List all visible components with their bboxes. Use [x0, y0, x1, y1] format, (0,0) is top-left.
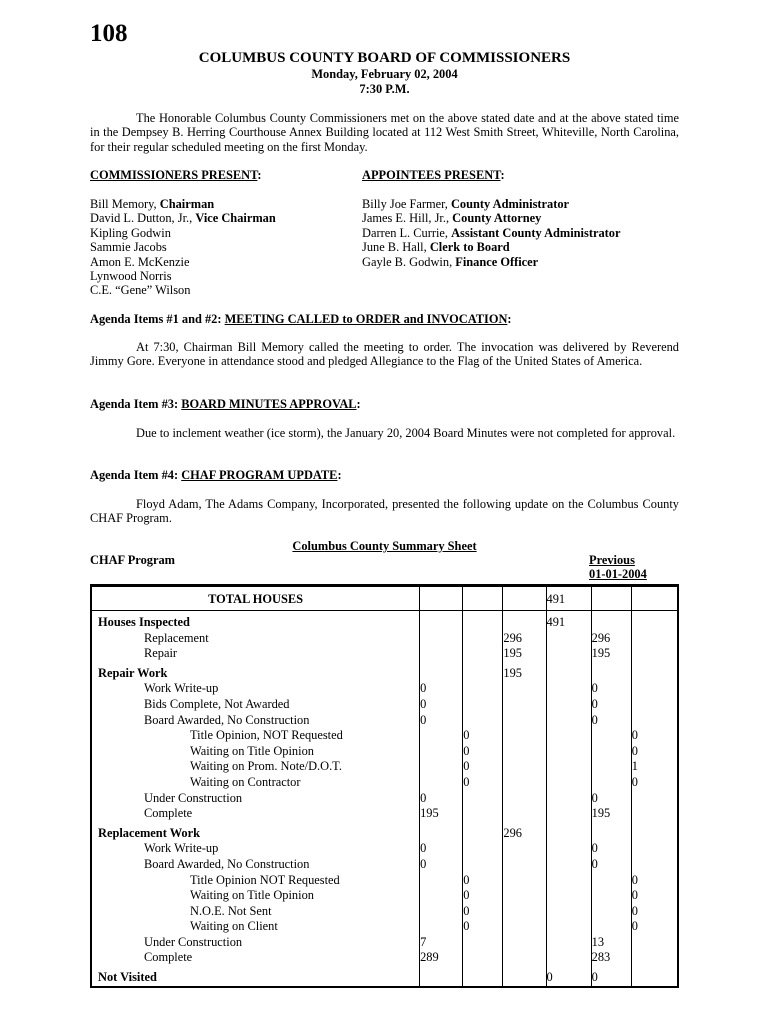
row-value — [632, 791, 677, 807]
row-value — [463, 631, 503, 647]
row-label: Under Construction — [92, 791, 420, 807]
row-value: 0 — [631, 743, 638, 758]
row-value: 7 — [420, 935, 463, 951]
agenda-label: Agenda Item #3: — [90, 397, 182, 411]
summary-title: Columbus County Summary Sheet — [292, 539, 477, 553]
row-value: 0 — [463, 919, 503, 935]
summary-table-body — [92, 586, 677, 986]
appointee-name: James E. Hill, Jr., — [362, 211, 453, 226]
row-value — [632, 631, 677, 647]
colon: : — [337, 468, 342, 482]
row-value — [592, 873, 632, 889]
row-value — [547, 857, 592, 873]
row-value — [632, 681, 677, 697]
appointee-item — [362, 226, 620, 240]
table-row — [92, 791, 677, 807]
appointee-item — [362, 211, 620, 225]
row-value: 0 — [463, 744, 503, 760]
row-value — [632, 841, 677, 857]
total-houses-value: 491 — [547, 586, 592, 611]
page-number: 108 — [90, 20, 128, 47]
row-value — [632, 806, 677, 822]
row-value — [420, 728, 463, 744]
row-value — [547, 904, 592, 920]
row-value — [463, 791, 503, 807]
section-heading: Repair Work — [92, 666, 420, 682]
row-value — [547, 841, 592, 857]
agenda-label: Agenda Items #1 and #2: — [90, 312, 225, 326]
appointees-heading-text: APPOINTEES PRESENT — [362, 168, 501, 182]
row-value: 0 — [463, 728, 503, 744]
section-value — [503, 615, 546, 631]
agenda-title: BOARD MINUTES APPROVAL — [181, 397, 357, 411]
document-title: COLUMBUS COUNTY BOARD OF COMMISSIONERS — [198, 50, 571, 66]
row-value — [592, 728, 632, 744]
agenda-title: MEETING CALLED to ORDER and INVOCATION — [224, 312, 508, 326]
table-row — [92, 744, 677, 760]
row-value — [632, 697, 677, 713]
row-value — [547, 775, 592, 791]
row-value: 0 — [463, 873, 503, 889]
row-value — [632, 935, 677, 951]
row-value: 0 — [420, 857, 463, 873]
commissioner-item — [90, 255, 276, 269]
commissioner-item — [90, 211, 276, 225]
commissioner-name: C.E. “Gene” Wilson — [90, 283, 191, 298]
row-value: 195 — [503, 646, 546, 662]
row-value: 0 — [420, 713, 463, 729]
section-heading: Houses Inspected — [92, 615, 420, 631]
agenda-item-1-2-heading — [90, 312, 512, 326]
table-row — [92, 646, 677, 662]
row-value: 0 — [592, 857, 632, 873]
row-value — [547, 697, 592, 713]
table-row — [92, 888, 677, 904]
commissioner-name: Lynwood Norris — [90, 269, 172, 284]
row-value — [547, 759, 592, 775]
appointee-name: Gayle B. Godwin, — [362, 254, 456, 269]
row-value — [503, 791, 546, 807]
row-value — [592, 888, 632, 904]
row-value — [632, 950, 677, 966]
table-row — [92, 681, 677, 697]
row-value — [503, 681, 546, 697]
section-value — [547, 826, 592, 842]
row-value — [632, 646, 677, 662]
commissioners-heading-text: COMMISSIONERS PRESENT — [90, 168, 258, 182]
row-value: 0 — [463, 904, 503, 920]
row-value: 0 — [463, 888, 503, 904]
agenda-title: CHAF PROGRAM UPDATE — [181, 468, 338, 482]
row-value — [463, 841, 503, 857]
row-value — [420, 759, 463, 775]
row-value — [463, 950, 503, 966]
row-value: 0 — [631, 903, 638, 918]
row-value: 289 — [420, 950, 463, 966]
row-value — [503, 744, 546, 760]
table-row — [92, 841, 677, 857]
commissioner-name: Kipling Godwin — [90, 225, 171, 240]
row-value: 0 — [420, 697, 463, 713]
row-value: 296 — [592, 631, 632, 647]
row-value — [463, 713, 503, 729]
row-value — [503, 759, 546, 775]
not-visited-value: 0 — [547, 970, 592, 986]
table-row — [92, 697, 677, 713]
row-value — [547, 806, 592, 822]
appointee-name: Darren L. Currie, — [362, 225, 452, 240]
row-label: Complete — [92, 950, 420, 966]
commissioner-title: Chairman — [159, 197, 215, 211]
agenda-item-3-text: Due to inclement weather (ice storm), the January 20, 2004 Board Minutes were not completed for approval. — [136, 426, 676, 440]
table-row — [92, 873, 677, 889]
table-row — [92, 950, 677, 966]
row-value — [547, 631, 592, 647]
row-value — [420, 888, 463, 904]
table-row — [92, 775, 677, 791]
section-value: 491 — [547, 615, 592, 631]
table-row — [92, 935, 677, 951]
appointee-item — [362, 240, 620, 254]
row-label: Complete — [92, 806, 420, 822]
commissioner-item — [90, 226, 276, 240]
colon: : — [356, 397, 361, 411]
row-value: 13 — [592, 935, 632, 951]
row-value — [463, 681, 503, 697]
colon: : — [257, 168, 262, 182]
appointee-item — [362, 255, 620, 269]
row-value — [547, 646, 592, 662]
colon: : — [500, 168, 505, 182]
row-label: Board Awarded, No Construction — [92, 713, 420, 729]
row-value: 1 — [631, 759, 638, 774]
row-value — [420, 873, 463, 889]
row-value: 0 — [592, 713, 632, 729]
row-value: 0 — [463, 775, 503, 791]
row-label: Work Write-up — [92, 841, 420, 857]
row-value — [420, 904, 463, 920]
commissioner-item — [90, 283, 276, 297]
row-label: Waiting on Prom. Note/D.O.T. — [92, 759, 420, 775]
row-value — [503, 775, 546, 791]
row-value — [547, 919, 592, 935]
row-value — [592, 904, 632, 920]
table-row — [92, 904, 677, 920]
table-row — [92, 857, 677, 873]
row-value — [463, 806, 503, 822]
row-value — [420, 646, 463, 662]
row-label: Title Opinion NOT Requested — [92, 873, 420, 889]
section-heading: Replacement Work — [92, 826, 420, 842]
commissioner-item — [90, 240, 276, 254]
agenda-item-4-text: Floyd Adam, The Adams Company, Incorporated, presented the following update on the Columbus County CHAF Program. — [90, 497, 679, 526]
row-value: 0 — [631, 888, 638, 903]
row-value — [463, 697, 503, 713]
row-value — [503, 888, 546, 904]
row-value: 0 — [592, 697, 632, 713]
row-value — [592, 919, 632, 935]
row-value — [547, 873, 592, 889]
appointee-title: County Attorney — [452, 211, 542, 226]
not-visited-label: Not Visited — [92, 970, 420, 986]
section-heading-row — [92, 666, 677, 682]
row-value: 0 — [592, 841, 632, 857]
row-value — [547, 935, 592, 951]
appointees-list — [362, 197, 620, 269]
section-heading-row — [92, 615, 677, 631]
section-heading-row — [92, 826, 677, 842]
row-value — [547, 681, 592, 697]
commissioner-item — [90, 269, 276, 283]
total-houses-row — [92, 586, 677, 611]
colon: : — [507, 312, 512, 326]
program-label: CHAF Program — [90, 553, 175, 567]
row-value — [420, 919, 463, 935]
not-visited-value: 0 — [592, 970, 632, 986]
intro-paragraph: The Honorable Columbus County Commissioners met on the above stated date and at the above stated time in the Dempsey B. Herring Courthouse Annex Building located at 112 West Smith Street, Whiteville, North Carolina, for their regular scheduled meeting on the first Monday. — [90, 111, 679, 154]
commissioners-heading — [90, 168, 262, 182]
table-row — [92, 806, 677, 822]
row-label: Under Construction — [92, 935, 420, 951]
meeting-date: Monday, February 02, 2004 — [311, 67, 458, 81]
row-value — [503, 857, 546, 873]
commissioners-list — [90, 197, 276, 298]
row-value: 0 — [463, 759, 503, 775]
row-label: Bids Complete, Not Awarded — [92, 697, 420, 713]
row-value — [420, 775, 463, 791]
row-value — [503, 806, 546, 822]
row-value — [547, 950, 592, 966]
commissioner-title: Vice Chairman — [195, 211, 276, 226]
not-visited-row — [92, 970, 677, 986]
appointee-name: June B. Hall, — [362, 240, 430, 255]
commissioner-name: David L. Dutton, Jr., — [90, 211, 196, 226]
commissioner-name: Bill Memory, — [90, 197, 160, 211]
row-value: 0 — [592, 791, 632, 807]
agenda-item-4-heading — [90, 468, 342, 482]
row-value — [503, 919, 546, 935]
row-label: Board Awarded, No Construction — [92, 857, 420, 873]
row-label: Repair — [92, 646, 420, 662]
commissioner-name: Sammie Jacobs — [90, 240, 167, 255]
row-label: Waiting on Title Opinion — [92, 888, 420, 904]
table-row — [92, 759, 677, 775]
row-value: 296 — [503, 631, 546, 647]
previous-date: 01-01-2004 — [589, 567, 647, 581]
row-value — [503, 697, 546, 713]
row-label: Waiting on Contractor — [92, 775, 420, 791]
row-value — [503, 935, 546, 951]
total-houses-label: TOTAL HOUSES — [92, 586, 420, 611]
appointee-name: Billy Joe Farmer, — [362, 197, 451, 211]
row-value — [463, 646, 503, 662]
row-value — [503, 841, 546, 857]
row-value — [547, 713, 592, 729]
row-value — [503, 713, 546, 729]
row-value — [503, 728, 546, 744]
row-value: 195 — [592, 646, 632, 662]
appointee-item — [362, 197, 620, 211]
section-value: 195 — [503, 666, 546, 682]
row-value — [547, 728, 592, 744]
row-value — [632, 857, 677, 873]
previous-label: Previous — [589, 553, 635, 567]
meeting-time: 7:30 P.M. — [359, 82, 410, 96]
row-label: Title Opinion, NOT Requested — [92, 728, 420, 744]
row-value — [463, 857, 503, 873]
table-row — [92, 728, 677, 744]
row-value — [420, 631, 463, 647]
row-value: 0 — [631, 728, 638, 743]
row-value — [503, 904, 546, 920]
row-value: 0 — [631, 919, 638, 934]
row-value: 0 — [420, 841, 463, 857]
commissioner-name: Amon E. McKenzie — [90, 254, 190, 269]
row-value: 0 — [631, 872, 638, 887]
agenda-item-3-heading — [90, 397, 361, 411]
row-value — [592, 744, 632, 760]
row-value — [592, 775, 632, 791]
row-label: Work Write-up — [92, 681, 420, 697]
row-label: Replacement — [92, 631, 420, 647]
row-value: 195 — [420, 806, 463, 822]
section-value: 296 — [503, 826, 546, 842]
appointee-title: Finance Officer — [455, 254, 539, 269]
row-value — [463, 935, 503, 951]
appointee-title: Clerk to Board — [429, 240, 510, 255]
row-value — [547, 791, 592, 807]
row-value — [420, 744, 463, 760]
appointees-heading — [362, 168, 505, 182]
commissioner-item — [90, 197, 276, 211]
table-row — [92, 713, 677, 729]
table-row — [92, 631, 677, 647]
row-value — [547, 888, 592, 904]
row-value: 0 — [420, 681, 463, 697]
row-value — [632, 713, 677, 729]
row-label: Waiting on Client — [92, 919, 420, 935]
row-value — [503, 873, 546, 889]
row-value — [503, 950, 546, 966]
row-value — [592, 759, 632, 775]
section-value — [547, 666, 592, 682]
row-value: 0 — [592, 681, 632, 697]
row-label: Waiting on Title Opinion — [92, 744, 420, 760]
row-value: 283 — [592, 950, 632, 966]
appointee-title: Assistant County Administrator — [451, 225, 621, 240]
summary-table — [90, 584, 679, 988]
agenda-item-1-2-text: At 7:30, Chairman Bill Memory called the meeting to order. The invocation was delivered by Reverend Jimmy Gore. Everyone in attendance stood and pledged Allegiance to the Flag of the United States of America. — [90, 340, 679, 369]
row-value: 195 — [592, 806, 632, 822]
agenda-label: Agenda Item #4: — [90, 468, 182, 482]
row-value: 0 — [631, 774, 638, 789]
table-row — [92, 919, 677, 935]
row-label: N.O.E. Not Sent — [92, 904, 420, 920]
row-value — [547, 744, 592, 760]
row-value: 0 — [420, 791, 463, 807]
appointee-title: County Administrator — [450, 197, 570, 211]
